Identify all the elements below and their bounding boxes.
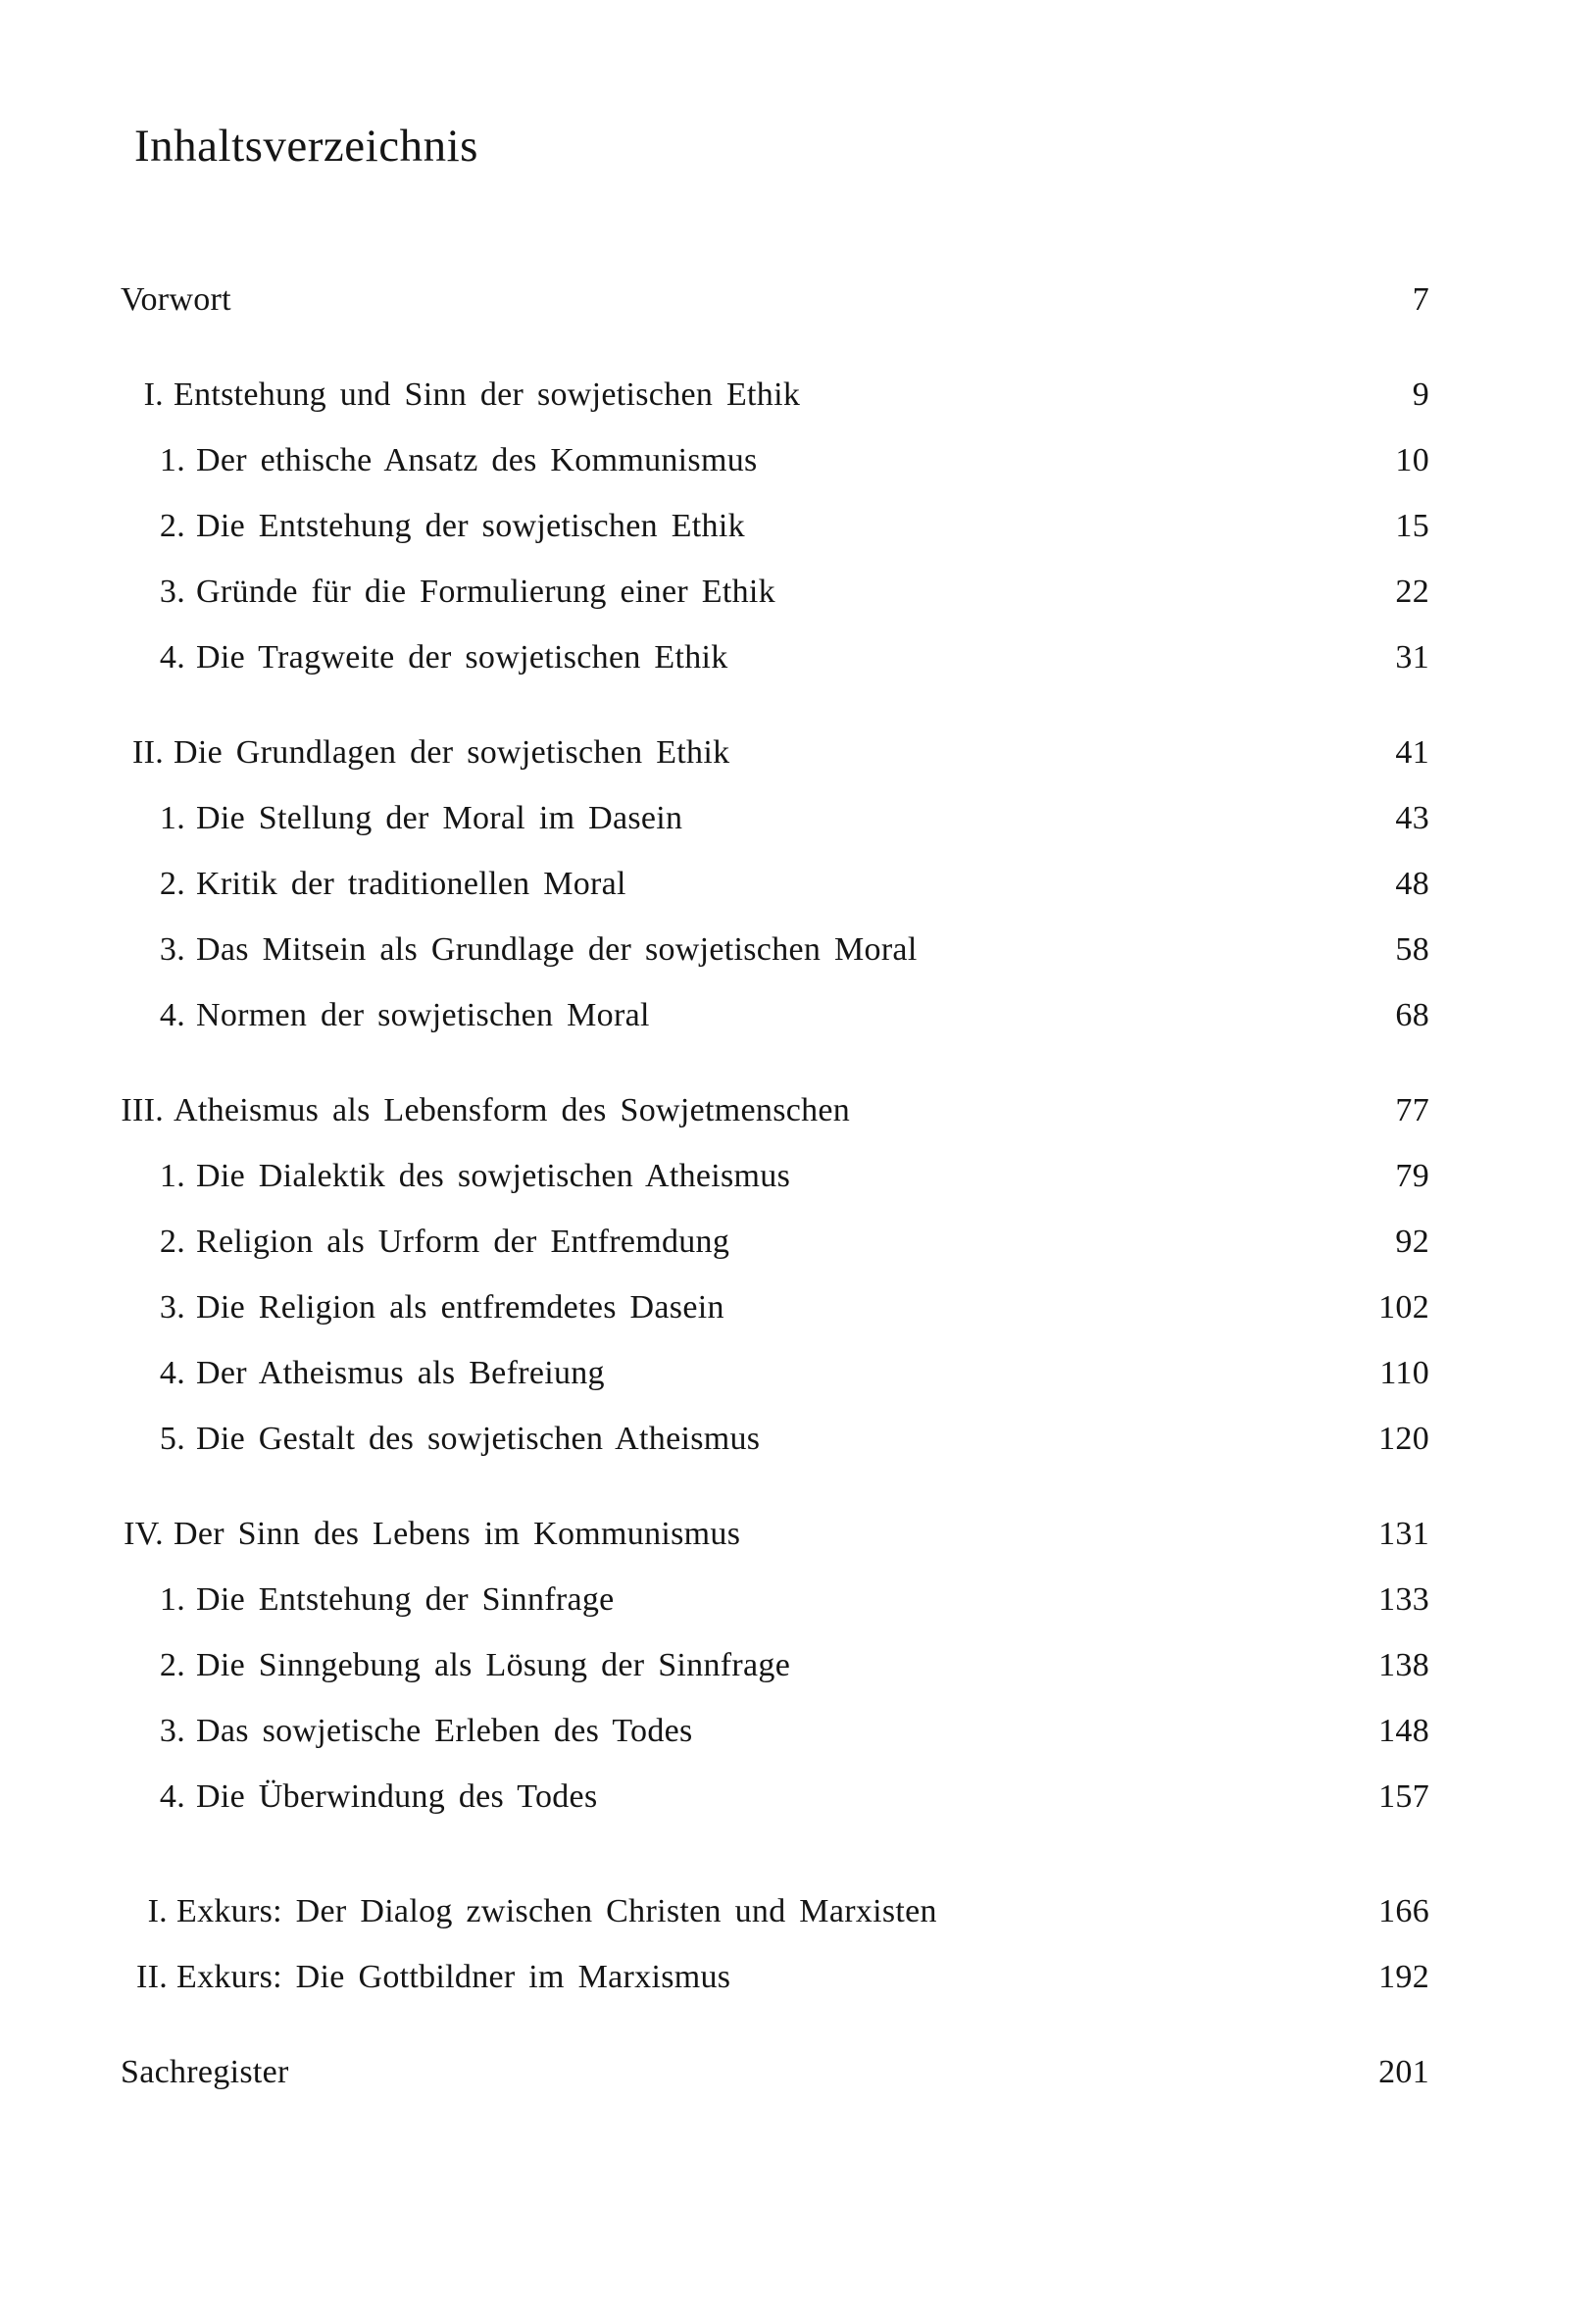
toc-entry-title: Die Religion als entfremdetes Dasein [196, 1289, 724, 1326]
toc-entry-title: Normen der sowjetischen Moral [196, 997, 650, 1033]
toc-entry [121, 2039, 1429, 2105]
toc-entry-title: Das sowjetische Erleben des Todes [196, 1713, 693, 1749]
toc-entry-title: Der Sinn des Lebens im Kommunismus [174, 1516, 741, 1552]
toc-entry [121, 1632, 1429, 1698]
toc-entry-number: 4. [159, 639, 185, 676]
toc-entry-title: Die Dialektik des sowjetischen Atheismus [196, 1158, 791, 1194]
toc-entry-title: Kritik der traditionellen Moral [196, 866, 626, 902]
toc-entry-title: Die Gestalt des sowjetischen Atheismus [196, 1421, 761, 1457]
toc-entry-title: Entstehung und Sinn der sowjetischen Ethik [174, 376, 801, 413]
toc-entry [121, 720, 1429, 785]
toc-entry-title: Die Überwindung des Todes [196, 1778, 598, 1815]
toc-entry-title: Religion als Urform der Entfremdung [196, 1224, 730, 1260]
toc-entry [121, 1501, 1429, 1567]
toc-entry-page: 43 [1395, 800, 1429, 836]
toc-entry-page: 148 [1378, 1713, 1429, 1749]
toc-entry [121, 267, 1429, 332]
toc-entry-number: 2. [159, 508, 185, 544]
toc-entry-page: 68 [1395, 997, 1429, 1033]
toc-entry-title: Das Mitsein als Grundlage der sowjetischen Moral [196, 931, 918, 968]
toc-entry-page: 9 [1412, 376, 1429, 413]
toc-entry-page: 7 [1412, 281, 1429, 318]
toc-entry [121, 427, 1429, 493]
toc-entry-title: Die Grundlagen der sowjetischen Ethik [174, 734, 730, 771]
toc-entry-number: III. [121, 1092, 164, 1128]
toc-entry [121, 625, 1429, 690]
toc-entry-number: 1. [159, 442, 185, 478]
toc-entry-page: 15 [1395, 508, 1429, 544]
toc-entry-title: Vorwort [121, 281, 231, 318]
toc-entry-title: Die Stellung der Moral im Dasein [196, 800, 683, 836]
toc-entry-title: Die Entstehung der sowjetischen Ethik [196, 508, 745, 544]
toc-entry-page: 131 [1378, 1516, 1429, 1552]
toc-entry-number: I. [147, 1893, 168, 1929]
toc-entry-title: Atheismus als Lebensform des Sowjetmenschen [174, 1092, 851, 1128]
toc-entry-number: 1. [159, 1581, 185, 1618]
toc-entry-number: 4. [159, 1778, 185, 1815]
toc-entry [121, 982, 1429, 1048]
toc-entry-page: 192 [1378, 1959, 1429, 1995]
toc-list [121, 267, 1429, 2105]
toc-entry [121, 493, 1429, 559]
toc-entry-page: 10 [1395, 442, 1429, 478]
toc-entry-number: 3. [159, 931, 185, 968]
toc-entry [121, 1698, 1429, 1764]
toc-entry [121, 1077, 1429, 1143]
toc-entry [121, 1209, 1429, 1275]
toc-entry-page: 166 [1378, 1893, 1429, 1929]
page-title: Inhaltsverzeichnis [134, 121, 478, 172]
toc-entry [121, 1406, 1429, 1472]
toc-entry-number: 1. [159, 1158, 185, 1194]
toc-entry-number: 3. [159, 1289, 185, 1326]
toc-entry-page: 110 [1379, 1355, 1429, 1391]
toc-entry [121, 1567, 1429, 1632]
toc-entry-number: 2. [159, 1647, 185, 1683]
toc-entry [121, 1275, 1429, 1340]
toc-entry [121, 1143, 1429, 1209]
toc-entry-number: 2. [159, 866, 185, 902]
toc-entry-number: II. [135, 1959, 168, 1995]
toc-entry-page: 31 [1395, 639, 1429, 676]
toc-entry [121, 362, 1429, 427]
toc-entry [121, 1764, 1429, 1829]
toc-entry-page: 138 [1378, 1647, 1429, 1683]
toc-entry-page: 201 [1378, 2054, 1429, 2090]
toc-entry-page: 79 [1395, 1158, 1429, 1194]
toc-entry-page: 22 [1395, 574, 1429, 610]
toc-entry-page: 77 [1395, 1092, 1429, 1128]
toc-entry-number: 5. [159, 1421, 185, 1457]
toc-entry-title: Der Atheismus als Befreiung [196, 1355, 605, 1391]
toc-entry-page: 133 [1378, 1581, 1429, 1618]
toc-entry-number: 2. [159, 1224, 185, 1260]
toc-entry-title: Exkurs: Der Dialog zwischen Christen und Marxisten [176, 1893, 937, 1929]
toc-entry [121, 851, 1429, 917]
toc-entry-number: 3. [159, 1713, 185, 1749]
toc-entry-number: 4. [159, 997, 185, 1033]
toc-entry-page: 48 [1395, 866, 1429, 902]
toc-entry-number: 3. [159, 574, 185, 610]
toc-entry-page: 102 [1378, 1289, 1429, 1326]
toc-entry [121, 1944, 1429, 2010]
toc-entry-title: Die Sinngebung als Lösung der Sinnfrage [196, 1647, 791, 1683]
toc-entry-number: IV. [124, 1516, 164, 1552]
toc-entry [121, 785, 1429, 851]
toc-entry [121, 1878, 1429, 1944]
toc-entry-number: II. [131, 734, 164, 771]
toc-entry-page: 157 [1378, 1778, 1429, 1815]
toc-entry-title: Sachregister [121, 2054, 289, 2090]
toc-entry-page: 41 [1395, 734, 1429, 771]
toc-entry-page: 92 [1395, 1224, 1429, 1260]
toc-entry-title: Gründe für die Formulierung einer Ethik [196, 574, 775, 610]
toc-entry-number: 4. [159, 1355, 185, 1391]
toc-entry-page: 58 [1395, 931, 1429, 968]
toc-entry-title: Die Tragweite der sowjetischen Ethik [196, 639, 728, 676]
toc-entry-page: 120 [1378, 1421, 1429, 1457]
toc-entry-number: 1. [159, 800, 185, 836]
toc-entry-number: I. [143, 376, 164, 413]
toc-entry-title: Exkurs: Die Gottbildner im Marxismus [176, 1959, 731, 1995]
toc-entry [121, 917, 1429, 982]
toc-entry-title: Der ethische Ansatz des Kommunismus [196, 442, 758, 478]
toc-entry [121, 1340, 1429, 1406]
toc-entry-title: Die Entstehung der Sinnfrage [196, 1581, 615, 1618]
toc-entry [121, 559, 1429, 625]
